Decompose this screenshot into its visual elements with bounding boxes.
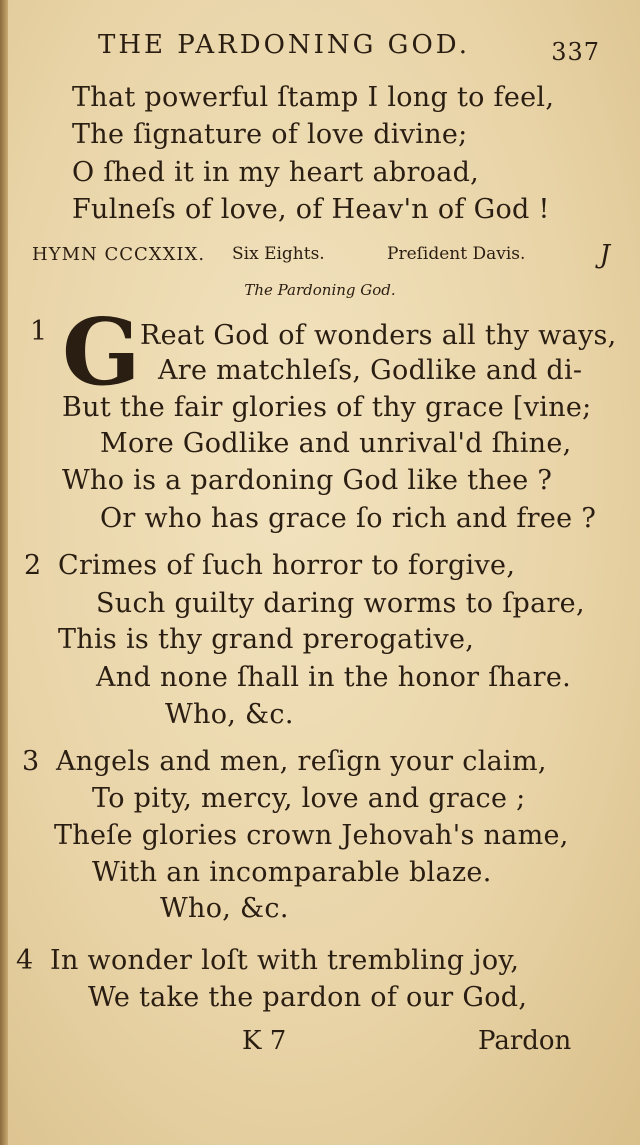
verse-line: To pity, mercy, love and grace ; bbox=[92, 783, 526, 814]
verse-line: But the fair glories of thy grace [vine; bbox=[62, 392, 592, 423]
verse-number: 1 bbox=[30, 316, 48, 347]
page-number: 337 bbox=[551, 38, 600, 66]
verse-refrain: Who, &c. bbox=[160, 893, 289, 924]
hymn-meter: Six Eights. bbox=[232, 244, 325, 264]
verse-line: More Godlike and unrival'd ſhine, bbox=[100, 428, 572, 459]
drop-cap: G bbox=[62, 298, 141, 406]
verse-line: This is thy grand prerogative, bbox=[58, 624, 475, 655]
catchword: Pardon bbox=[478, 1026, 572, 1056]
verse-refrain: Who, &c. bbox=[165, 699, 294, 730]
stanza-line: Fulneſs of love, of Heav'n of God ! bbox=[72, 194, 550, 225]
verse-number: 4 bbox=[16, 945, 34, 976]
verse-number: 2 bbox=[24, 550, 42, 581]
verse-number: 3 bbox=[22, 746, 40, 777]
verse-line: Reat God of wonders all thy ways, bbox=[140, 320, 617, 351]
signature-mark-footer: K 7 bbox=[242, 1026, 287, 1056]
verse-line: Or who has grace ſo rich and free ? bbox=[100, 503, 597, 534]
hymn-number: HYMN CCCXXIX. bbox=[32, 244, 206, 265]
signature-mark: J bbox=[599, 240, 610, 270]
verse-line: Who is a pardoning God like thee ? bbox=[62, 465, 553, 496]
page-edge bbox=[0, 0, 8, 1145]
verse-line: Angels and men, reſign your claim, bbox=[56, 746, 547, 777]
stanza-line: O ſhed it in my heart abroad, bbox=[72, 157, 480, 188]
verse-line: And none ſhall in the honor ſhare. bbox=[96, 662, 572, 693]
verse-line: Theſe glories crown Jehovah's name, bbox=[54, 820, 569, 851]
verse-line: With an incomparable blaze. bbox=[92, 857, 492, 888]
verse-line: We take the pardon of our God, bbox=[88, 982, 528, 1013]
running-title: THE PARDONING GOD. bbox=[98, 30, 470, 60]
stanza-line: The ſignature of love divine; bbox=[72, 119, 468, 150]
stanza-line: That powerful ſtamp I long to feel, bbox=[72, 82, 555, 113]
verse-line: Are matchleſs, Godlike and di- bbox=[158, 355, 583, 386]
verse-line: Crimes of ſuch horror to forgive, bbox=[58, 550, 516, 581]
verse-line: Such guilty daring worms to ſpare, bbox=[96, 588, 585, 619]
verse-line: In wonder loſt with trembling joy, bbox=[50, 945, 520, 976]
hymn-tune: Preſident Davis. bbox=[387, 244, 526, 264]
hymn-subtitle: The Pardoning God. bbox=[244, 281, 396, 299]
